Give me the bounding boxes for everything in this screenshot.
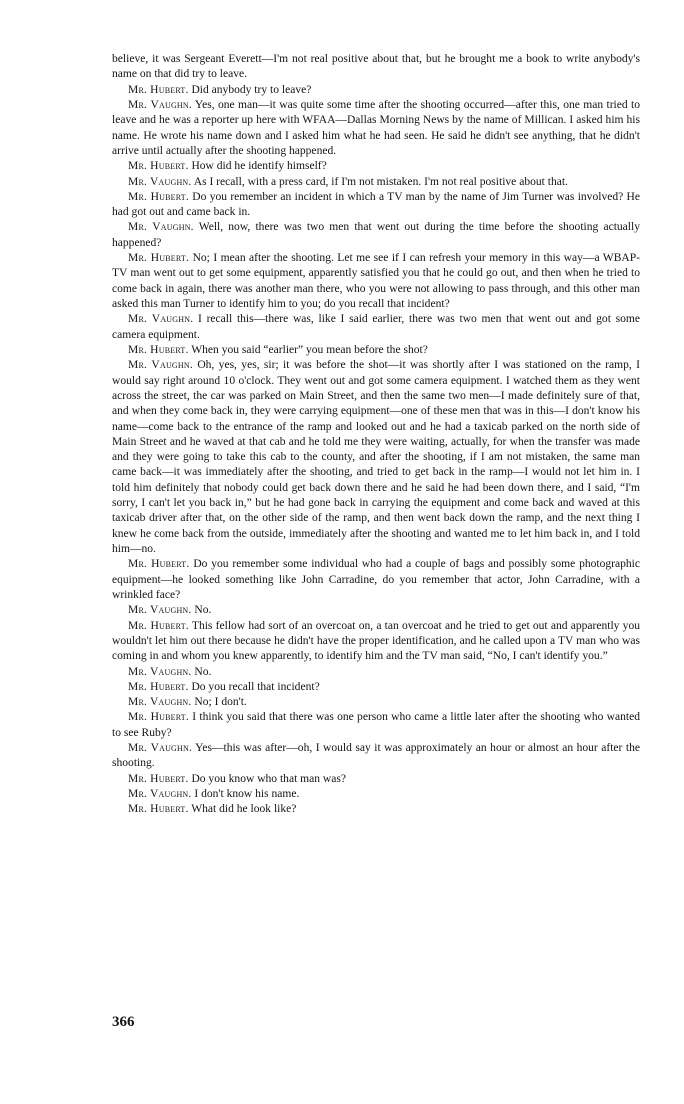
speaker-label: Mr. Vaughn. bbox=[128, 665, 192, 678]
speaker-label: Mr. Vaughn. bbox=[128, 359, 193, 372]
paragraph-text: When you said “earlier” you mean before the shot? bbox=[191, 343, 428, 356]
transcript-paragraph bbox=[112, 741, 640, 772]
transcript-paragraph bbox=[112, 557, 640, 603]
transcript-paragraph bbox=[112, 83, 640, 98]
paragraph-text: Oh, yes, yes, sir; it was before the shot—it was shortly after I was stationed on the ramp, I would say right around 10 o'clock. They went out and got some camera equipment. I watched them as they went across the street, the car was parked on Main Street, and then the same two men—I made definitely sure of that, and when they come back in, they were carrying equipment—one of these men that was in this—I don't know his name—come back to the entrance of the ramp and looked out and he had a taxicab parked on the north side of Main Street and he waved at that cab and he told me they were waiting, actually, for when the transfer was made and they were going to take this cab to the county, and after the shooting, if I am not mistaken, the same man came back—it was immediately after the shooting, and tried to get back in the ramp—I would not let him in. I told him definitely that nobody could get back down there and he said he had been down there, and I said, “I'm sorry, I can't let you back in,” but he had gone back in carrying the equipment and come back and waved at this taxicab driver after that, on the other side of the ramp, and then went back down the ramp, and the next thing I knew he come back from the outside, immediately after the shooting and wanted me to let him back in, and I told him—no. bbox=[112, 359, 640, 555]
paragraph-text: Yes, one man—it was quite some time after the shooting occurred—after this, one man tried to leave and he was a reporter up here with WFAA—Dallas Morning News by the name of Millican. I asked him his name. He wrote his name down and I asked him what he had seen. He said he didn't see anything, that he didn't arrive until actually after the shooting happened. bbox=[112, 98, 640, 157]
transcript-body bbox=[112, 52, 640, 818]
transcript-paragraph bbox=[112, 772, 640, 787]
paragraph-text: believe, it was Sergeant Everett—I'm not real positive about that, but he brought me a book to write anybody's name on that did try to leave. bbox=[112, 53, 640, 81]
transcript-paragraph bbox=[112, 710, 640, 741]
transcript-paragraph bbox=[112, 680, 640, 695]
transcript-paragraph bbox=[112, 695, 640, 710]
transcript-paragraph bbox=[112, 619, 640, 665]
speaker-label: Mr. Vaughn. bbox=[128, 175, 192, 188]
paragraph-text: Well, now, there was two men that went out during the time before the shooting actually happened? bbox=[112, 221, 640, 249]
paragraph-text: No; I mean after the shooting. Let me see if I can refresh your memory in this way—a WBAP-TV man went out to get some equipment, apparently satisfied you that he could go out, and then when he tried to come back in again, there was another man there, who you were not allowing to pass through, and this other man asked this man Turner to identify him to you; do you recall that incident? bbox=[112, 252, 641, 310]
paragraph-text: Do you know who that man was? bbox=[191, 772, 347, 785]
paragraph-text: This fellow had sort of an overcoat on, a tan overcoat and he tried to get out and apparently you wouldn't let him out there because he didn't have the proper identification, and he called upon a TV man who was coming in and whom you knew apparently, to identify him and the TV man said, “No, I can't identify you.” bbox=[112, 619, 640, 663]
speaker-label: Mr. Hubert. bbox=[128, 343, 189, 356]
transcript-paragraph bbox=[112, 251, 640, 312]
paragraph-text: How did he identify himself? bbox=[191, 160, 327, 173]
speaker-label: Mr. Hubert. bbox=[128, 252, 190, 265]
paragraph-text: I think you said that there was one person who came a little later after the shooting who wanted to see Ruby? bbox=[112, 711, 641, 739]
transcript-paragraph bbox=[112, 665, 640, 680]
transcript-paragraph bbox=[112, 343, 640, 358]
transcript-paragraph bbox=[112, 802, 640, 817]
speaker-label: Mr. Hubert. bbox=[128, 83, 189, 96]
speaker-label: Mr. Vaughn. bbox=[128, 313, 194, 326]
paragraph-text: No. bbox=[194, 665, 212, 678]
speaker-label: Mr. Hubert. bbox=[128, 558, 190, 571]
speaker-label: Mr. Hubert. bbox=[128, 190, 189, 203]
transcript-paragraph bbox=[112, 52, 640, 83]
transcript-paragraph bbox=[112, 787, 640, 802]
paragraph-text: As I recall, with a press card, if I'm not mistaken. I'm not real positive about that. bbox=[193, 175, 568, 188]
speaker-label: Mr. Vaughn. bbox=[128, 788, 192, 800]
transcript-paragraph bbox=[112, 312, 640, 343]
transcript-paragraph bbox=[112, 603, 640, 618]
transcript-paragraph bbox=[112, 159, 640, 174]
speaker-label: Mr. Hubert. bbox=[128, 160, 189, 173]
speaker-label: Mr. Vaughn. bbox=[128, 98, 192, 111]
paragraph-text: No. bbox=[194, 604, 212, 617]
transcript-paragraph bbox=[112, 98, 640, 159]
transcript-paragraph bbox=[112, 190, 640, 221]
speaker-label: Mr. Hubert. bbox=[128, 803, 189, 816]
speaker-label: Mr. Vaughn. bbox=[128, 221, 194, 234]
paragraph-text: I don't know his name. bbox=[194, 788, 300, 800]
speaker-label: Mr. Vaughn. bbox=[128, 604, 192, 617]
transcript-paragraph bbox=[112, 175, 640, 190]
speaker-label: Mr. Vaughn. bbox=[128, 696, 192, 709]
paragraph-text: Do you remember an incident in which a TV man by the name of Jim Turner was involved? He had got out and came back in. bbox=[112, 190, 641, 219]
paragraph-text: Do you recall that incident? bbox=[191, 680, 320, 693]
paragraph-text: I recall this—there was, like I said earlier, there was two men that went out and got some camera equipment. bbox=[112, 313, 640, 341]
paragraph-text: Do you remember some individual who had a couple of bags and possibly some photographic equipment—he looked something like John Carradine, do you remember that actor, John Carradine, with a wrinkled face? bbox=[112, 558, 640, 601]
speaker-label: Mr. Hubert. bbox=[128, 619, 189, 632]
page-number: 366 bbox=[112, 1014, 135, 1030]
paragraph-text: Yes—this was after—oh, I would say it was approximately an hour or almost an hour after the shooting. bbox=[112, 742, 640, 770]
paragraph-text: What did he look like? bbox=[191, 803, 297, 816]
speaker-label: Mr. Hubert. bbox=[128, 711, 189, 724]
transcript-paragraph bbox=[112, 220, 640, 251]
paragraph-text: No; I don't. bbox=[194, 696, 247, 709]
paragraph-text: Did anybody try to leave? bbox=[191, 83, 312, 96]
speaker-label: Mr. Vaughn. bbox=[128, 742, 193, 755]
transcript-paragraph bbox=[112, 358, 640, 557]
speaker-label: Mr. Hubert. bbox=[128, 680, 189, 693]
speaker-label: Mr. Hubert. bbox=[128, 772, 189, 785]
